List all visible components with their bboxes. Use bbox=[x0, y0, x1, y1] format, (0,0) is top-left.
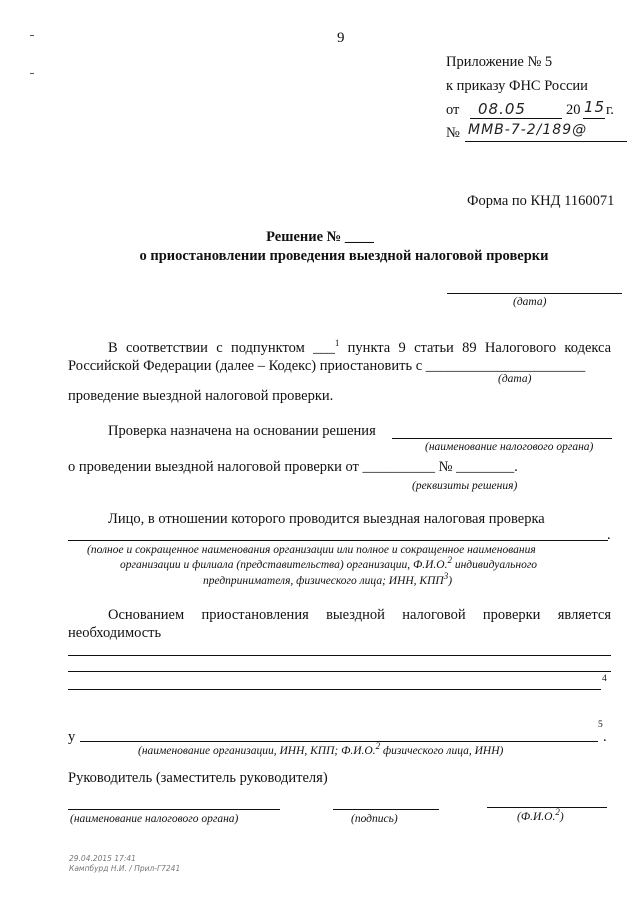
decision-date-caption: (дата) bbox=[513, 296, 547, 308]
para3-line1: Лицо, в отношении которого проводится выездная налоговая проверка bbox=[108, 511, 545, 527]
signature-head: Руководитель (заместитель руководителя) bbox=[68, 770, 328, 786]
page-number: 9 bbox=[337, 30, 345, 46]
decision-date-line bbox=[447, 293, 622, 294]
appendix-title: Приложение № 5 bbox=[446, 54, 553, 70]
signature-authority-caption: (наименование налогового органа) bbox=[70, 813, 239, 825]
footnote-5: 5 bbox=[598, 720, 603, 730]
signature-name-line bbox=[487, 807, 607, 808]
para4-line1: Основанием приостановления выездной налоговой проверки является bbox=[108, 607, 612, 623]
appendix-year-handwritten: 15 bbox=[584, 98, 606, 116]
print-stamp-line1: 29.04.2015 17:41 bbox=[69, 854, 136, 863]
para4-reason-line-2 bbox=[68, 671, 611, 672]
signature-sign-caption: (подпись) bbox=[351, 813, 398, 825]
para4-reason-line-1 bbox=[68, 655, 611, 656]
appendix-year-prefix: 20 bbox=[566, 102, 581, 118]
appendix-date-prefix: от bbox=[446, 102, 460, 118]
para4-line2: необходимость bbox=[68, 625, 162, 641]
para2-line1: Проверка назначена на основании решения bbox=[108, 423, 376, 439]
footnote-1: 1 bbox=[334, 338, 340, 349]
appendix-number-prefix: № bbox=[446, 125, 460, 141]
para3-end-mark: . bbox=[607, 527, 611, 543]
para3-caption-3: предпринимателя, физического лица; ИНН, КПП$^3$) bbox=[203, 571, 453, 587]
para2-line2: о проведении выездной налоговой проверки от __________ № ________. bbox=[68, 459, 518, 475]
decision-title: Решение № ____ bbox=[266, 229, 374, 245]
para1-line3: проведение выездной налоговой проверки. bbox=[68, 388, 334, 404]
para5-end-mark: . bbox=[603, 729, 607, 745]
para2-authority-line bbox=[392, 438, 612, 439]
appendix-year-line bbox=[583, 118, 605, 119]
scan-mark bbox=[30, 73, 34, 74]
decision-subtitle: о приостановлении проведения выездной налоговой проверки bbox=[139, 248, 549, 264]
appendix-year-suffix: г. bbox=[606, 102, 614, 118]
para1-line2: Российской Федерации (далее – Кодекс) приостановить с ______________________ bbox=[68, 358, 586, 374]
para5-caption: (наименование организации, ИНН, КПП; Ф.И.О.$^2$ физического лица, ИНН) bbox=[138, 741, 504, 757]
para1-line1: В соответствии с подпунктом ___$^1$ пункта 9 статьи 89 Налогового кодекса bbox=[108, 338, 612, 356]
signature-sign-line bbox=[333, 809, 439, 810]
para5-person-line bbox=[80, 741, 598, 742]
form-code: Форма по КНД 1160071 bbox=[467, 193, 615, 209]
para4-reason-line-3 bbox=[68, 689, 601, 690]
para3-person-line bbox=[68, 540, 608, 541]
appendix-order: к приказу ФНС России bbox=[446, 78, 588, 94]
appendix-number-line bbox=[465, 141, 627, 142]
scan-mark bbox=[30, 35, 34, 36]
appendix-date-line bbox=[470, 118, 562, 119]
appendix-date-handwritten: 08.05 bbox=[478, 100, 526, 118]
para2-authority-caption: (наименование налогового органа) bbox=[425, 441, 594, 453]
para3-caption-2: организации и филиала (представительства) организации, Ф.И.О.$^2$ индивидуального bbox=[120, 555, 538, 571]
para2-details-caption: (реквизиты решения) bbox=[412, 480, 518, 492]
para1-date-caption: (дата) bbox=[498, 373, 532, 385]
signature-name-caption: (Ф.И.О.$^2$) bbox=[517, 807, 564, 823]
appendix-number-handwritten: ММВ-7-2/189@ bbox=[468, 122, 588, 138]
signature-authority-line bbox=[68, 809, 280, 810]
para5-prefix: у bbox=[68, 729, 76, 745]
para3-caption-1: (полное и сокращенное наименования организации или полное и сокращенное наименования bbox=[87, 544, 536, 556]
print-stamp-line2: Кампбурд Н.И. / Прил-Г7241 bbox=[69, 864, 181, 873]
footnote-4: 4 bbox=[602, 674, 607, 684]
